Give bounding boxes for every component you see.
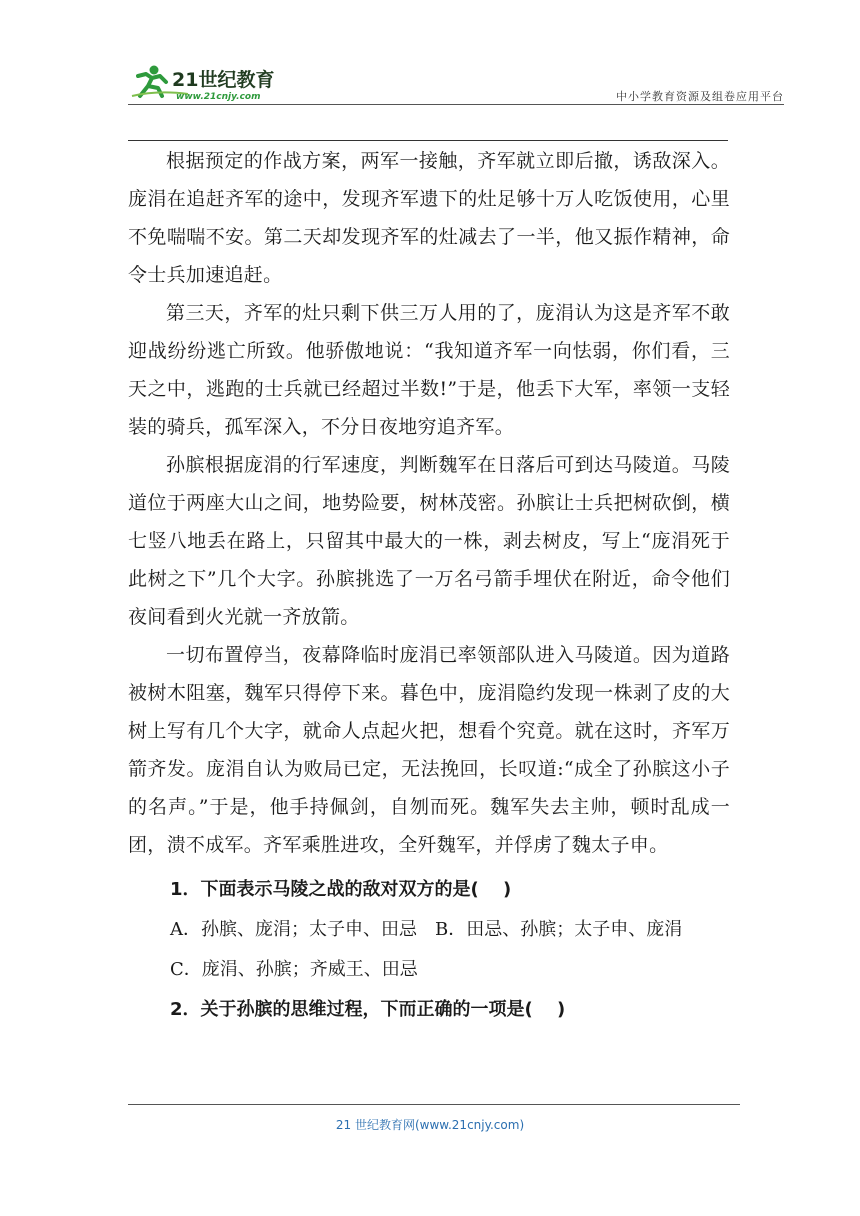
running-figure-icon xyxy=(128,60,288,104)
page-header xyxy=(128,60,784,106)
logo-text: 21世纪教育 xyxy=(172,69,275,91)
paragraph-1: 根据预定的作战方案，两军一接触，齐军就立即后撤，诱敌深入。庞涓在追赶齐军的途中，发现齐军遗下的灶足够十万人吃饭使用，心里不免喘喘不安。第二天却发现齐军的灶减去了一半，他又振作精神，命令士兵加速追赶。 xyxy=(128,150,730,286)
site-logo[interactable] xyxy=(128,60,288,104)
paragraph-3: 孙膑根据庞涓的行军速度，判断魏军在日落后可到达马陵道。马陵道位于两座大山之间，地势险要，树林茂密。孙膑让士兵把树砍倒，横七竖八地丢在路上，只留其中最大的一株，剥去树皮，写上“庞涓死于此树之下”几个大字。孙膑挑选了一万名弓箭手埋伏在附近，命令他们夜间看到火光就一齐放箭。 xyxy=(128,454,730,628)
question-1-options-a-b: A．孙膑、庞涓；太子申、田忌 B．田忌、孙膑；太子申、庞涓 xyxy=(170,919,683,940)
question-2: 2．关于孙膑的思维过程，下而正确的一项是( ) xyxy=(170,999,566,1020)
logo-url: www.21cnjy.com xyxy=(176,92,261,102)
footer-divider xyxy=(128,1104,740,1105)
paragraph-4: 一切布置停当，夜幕降临时庞涓已率领部队进入马陵道。因为道路被树木阻塞，魏军只得停下来。暮色中，庞涓隐约发现一株剥了皮的大树上写有几个大字，就命人点起火把，想看个究竟。就在这时，齐军万箭齐发。庞涓自认为败局已定，无法挽回，长叹道:“成全了孙膑这小子的名声。”于是，他手持佩剑，自刎而死。魏军失去主帅，顿时乱成一团，溃不成军。齐军乘胜进攻，全歼魏军，并俘虏了魏太子申。 xyxy=(128,644,730,856)
question-1: 1．下面表示马陵之战的敌对双方的是( ) xyxy=(170,879,512,900)
footer-site-link[interactable]: 21 世纪教育网(www.21cnjy.com) xyxy=(335,1118,525,1132)
article-body xyxy=(128,142,730,1030)
paragraph-2: 第三天，齐军的灶只剩下供三万人用的了，庞涓认为这是齐军不敢迎战纷纷逃亡所致。他骄傲地说：“我知道齐军一向怯弱，你们看，三天之中，逃跑的士兵就已经超过半数!”于是，他丢下大军，率领一支轻装的骑兵，孤军深入，不分日夜地穷追齐军。 xyxy=(128,302,730,438)
header-divider xyxy=(128,104,784,105)
content-top-divider xyxy=(128,140,728,141)
question-1-options-c: C．庞涓、孙膑；齐威王、田忌 xyxy=(170,959,418,980)
header-platform-label: 中小学教育资源及组卷应用平台 xyxy=(616,90,784,103)
